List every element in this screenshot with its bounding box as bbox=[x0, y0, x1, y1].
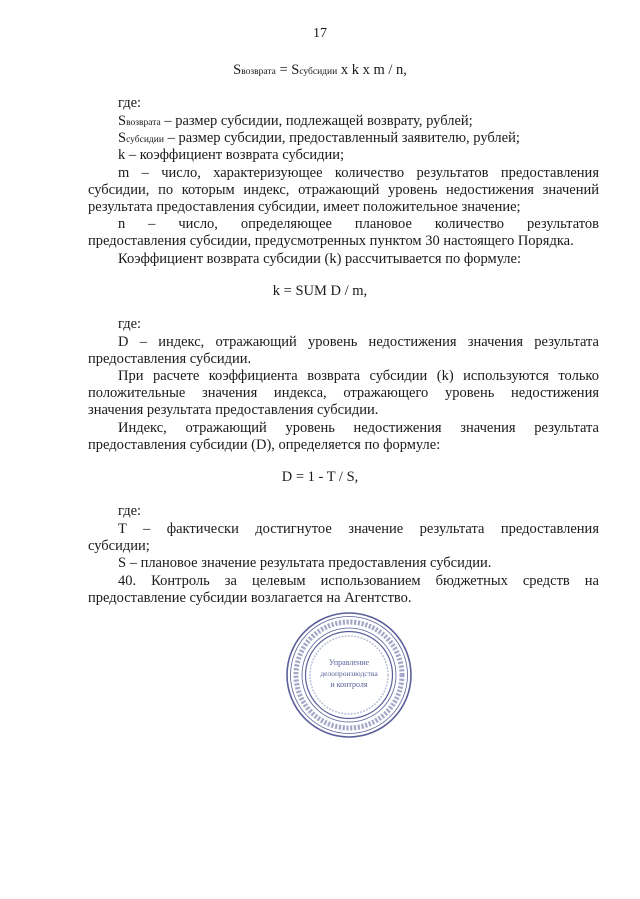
paragraph-index-line-1: Индекс, отражающий уровень недостижения значения результата bbox=[118, 420, 599, 436]
definition-t-line-1: T – фактически достигнутое значение результата предоставления bbox=[118, 521, 599, 537]
paragraph-40-line-2: предоставление субсидии возлагается на Агентство. bbox=[88, 590, 412, 606]
formula-k: k = SUM D / m, bbox=[272, 283, 368, 299]
stamp-text-line-3: и контроля bbox=[330, 680, 368, 689]
official-stamp bbox=[284, 610, 414, 740]
where-label-1: где: bbox=[118, 95, 142, 111]
paragraph-calc-line-3: значения результата предоставления субсидии. bbox=[88, 402, 379, 418]
definition-n-line-1: n – число, определяющее плановое количество результатов bbox=[118, 216, 599, 232]
definition-m-line-1: m – число, характеризующее количество результатов предоставления bbox=[118, 165, 599, 181]
s-letter: S bbox=[233, 62, 242, 78]
definition-k: k – коэффициент возврата субсидии; bbox=[118, 147, 345, 163]
equals: = bbox=[275, 62, 292, 78]
stamp-seal-icon bbox=[284, 610, 414, 740]
paragraph-40-line-1: 40. Контроль за целевым использованием бюджетных средств на bbox=[118, 573, 599, 589]
where-label-2: где: bbox=[118, 316, 142, 332]
paragraph-calc-line-1: При расчете коэффициента возврата субсидии (k) используются только bbox=[118, 368, 599, 384]
where-label-3: где: bbox=[118, 503, 142, 519]
s-letter: S bbox=[118, 113, 127, 129]
definition-n-line-2: предоставления субсидии, предусмотренных пунктом 30 настоящего Порядка. bbox=[88, 233, 574, 249]
s-subscript-subsidy: субсидии bbox=[299, 67, 338, 77]
paragraph-calc-line-2: положительные значения индекса, отражающего уровень недостижения bbox=[88, 385, 599, 401]
definition-d-line-2: предоставления субсидии. bbox=[88, 351, 252, 367]
stamp-text-line-1: Управление bbox=[328, 658, 370, 667]
formula-d: D = 1 - T / S, bbox=[281, 469, 359, 485]
subscript: субсидии bbox=[126, 135, 164, 145]
definition-m-line-2: субсидии, по которым индекс, отражающий уровень недостижения значений bbox=[88, 182, 599, 198]
subscript: возврата bbox=[126, 118, 161, 128]
stamp-text-line-2: делопроизводства bbox=[320, 669, 378, 678]
definition-m-line-3: результата предоставления субсидии, имеет положительное значение; bbox=[88, 199, 521, 215]
s-letter-2: S bbox=[291, 62, 300, 78]
formula-rest: x k x m / n, bbox=[337, 62, 407, 78]
definition-d-line-1: D – индекс, отражающий уровень недостижения значения результата bbox=[118, 334, 599, 350]
definition-text: – размер субсидии, предоставленный заявителю, рублей; bbox=[163, 130, 520, 146]
s-letter: S bbox=[118, 130, 127, 146]
page-number: 17 bbox=[313, 26, 327, 41]
definition-t-line-2: субсидии; bbox=[88, 538, 150, 554]
definition-text: – размер субсидии, подлежащей возврату, рублей; bbox=[160, 113, 473, 129]
paragraph-index-line-2: предоставления субсидии (D), определяется по формуле: bbox=[88, 437, 441, 453]
k-calculation-intro: Коэффициент возврата субсидии (k) рассчитывается по формуле: bbox=[118, 251, 522, 267]
definition-s-plan: S – плановое значение результата предоставления субсидии. bbox=[118, 555, 492, 571]
s-subscript-refund: возврата bbox=[241, 67, 276, 77]
formula-refund bbox=[0, 62, 640, 79]
